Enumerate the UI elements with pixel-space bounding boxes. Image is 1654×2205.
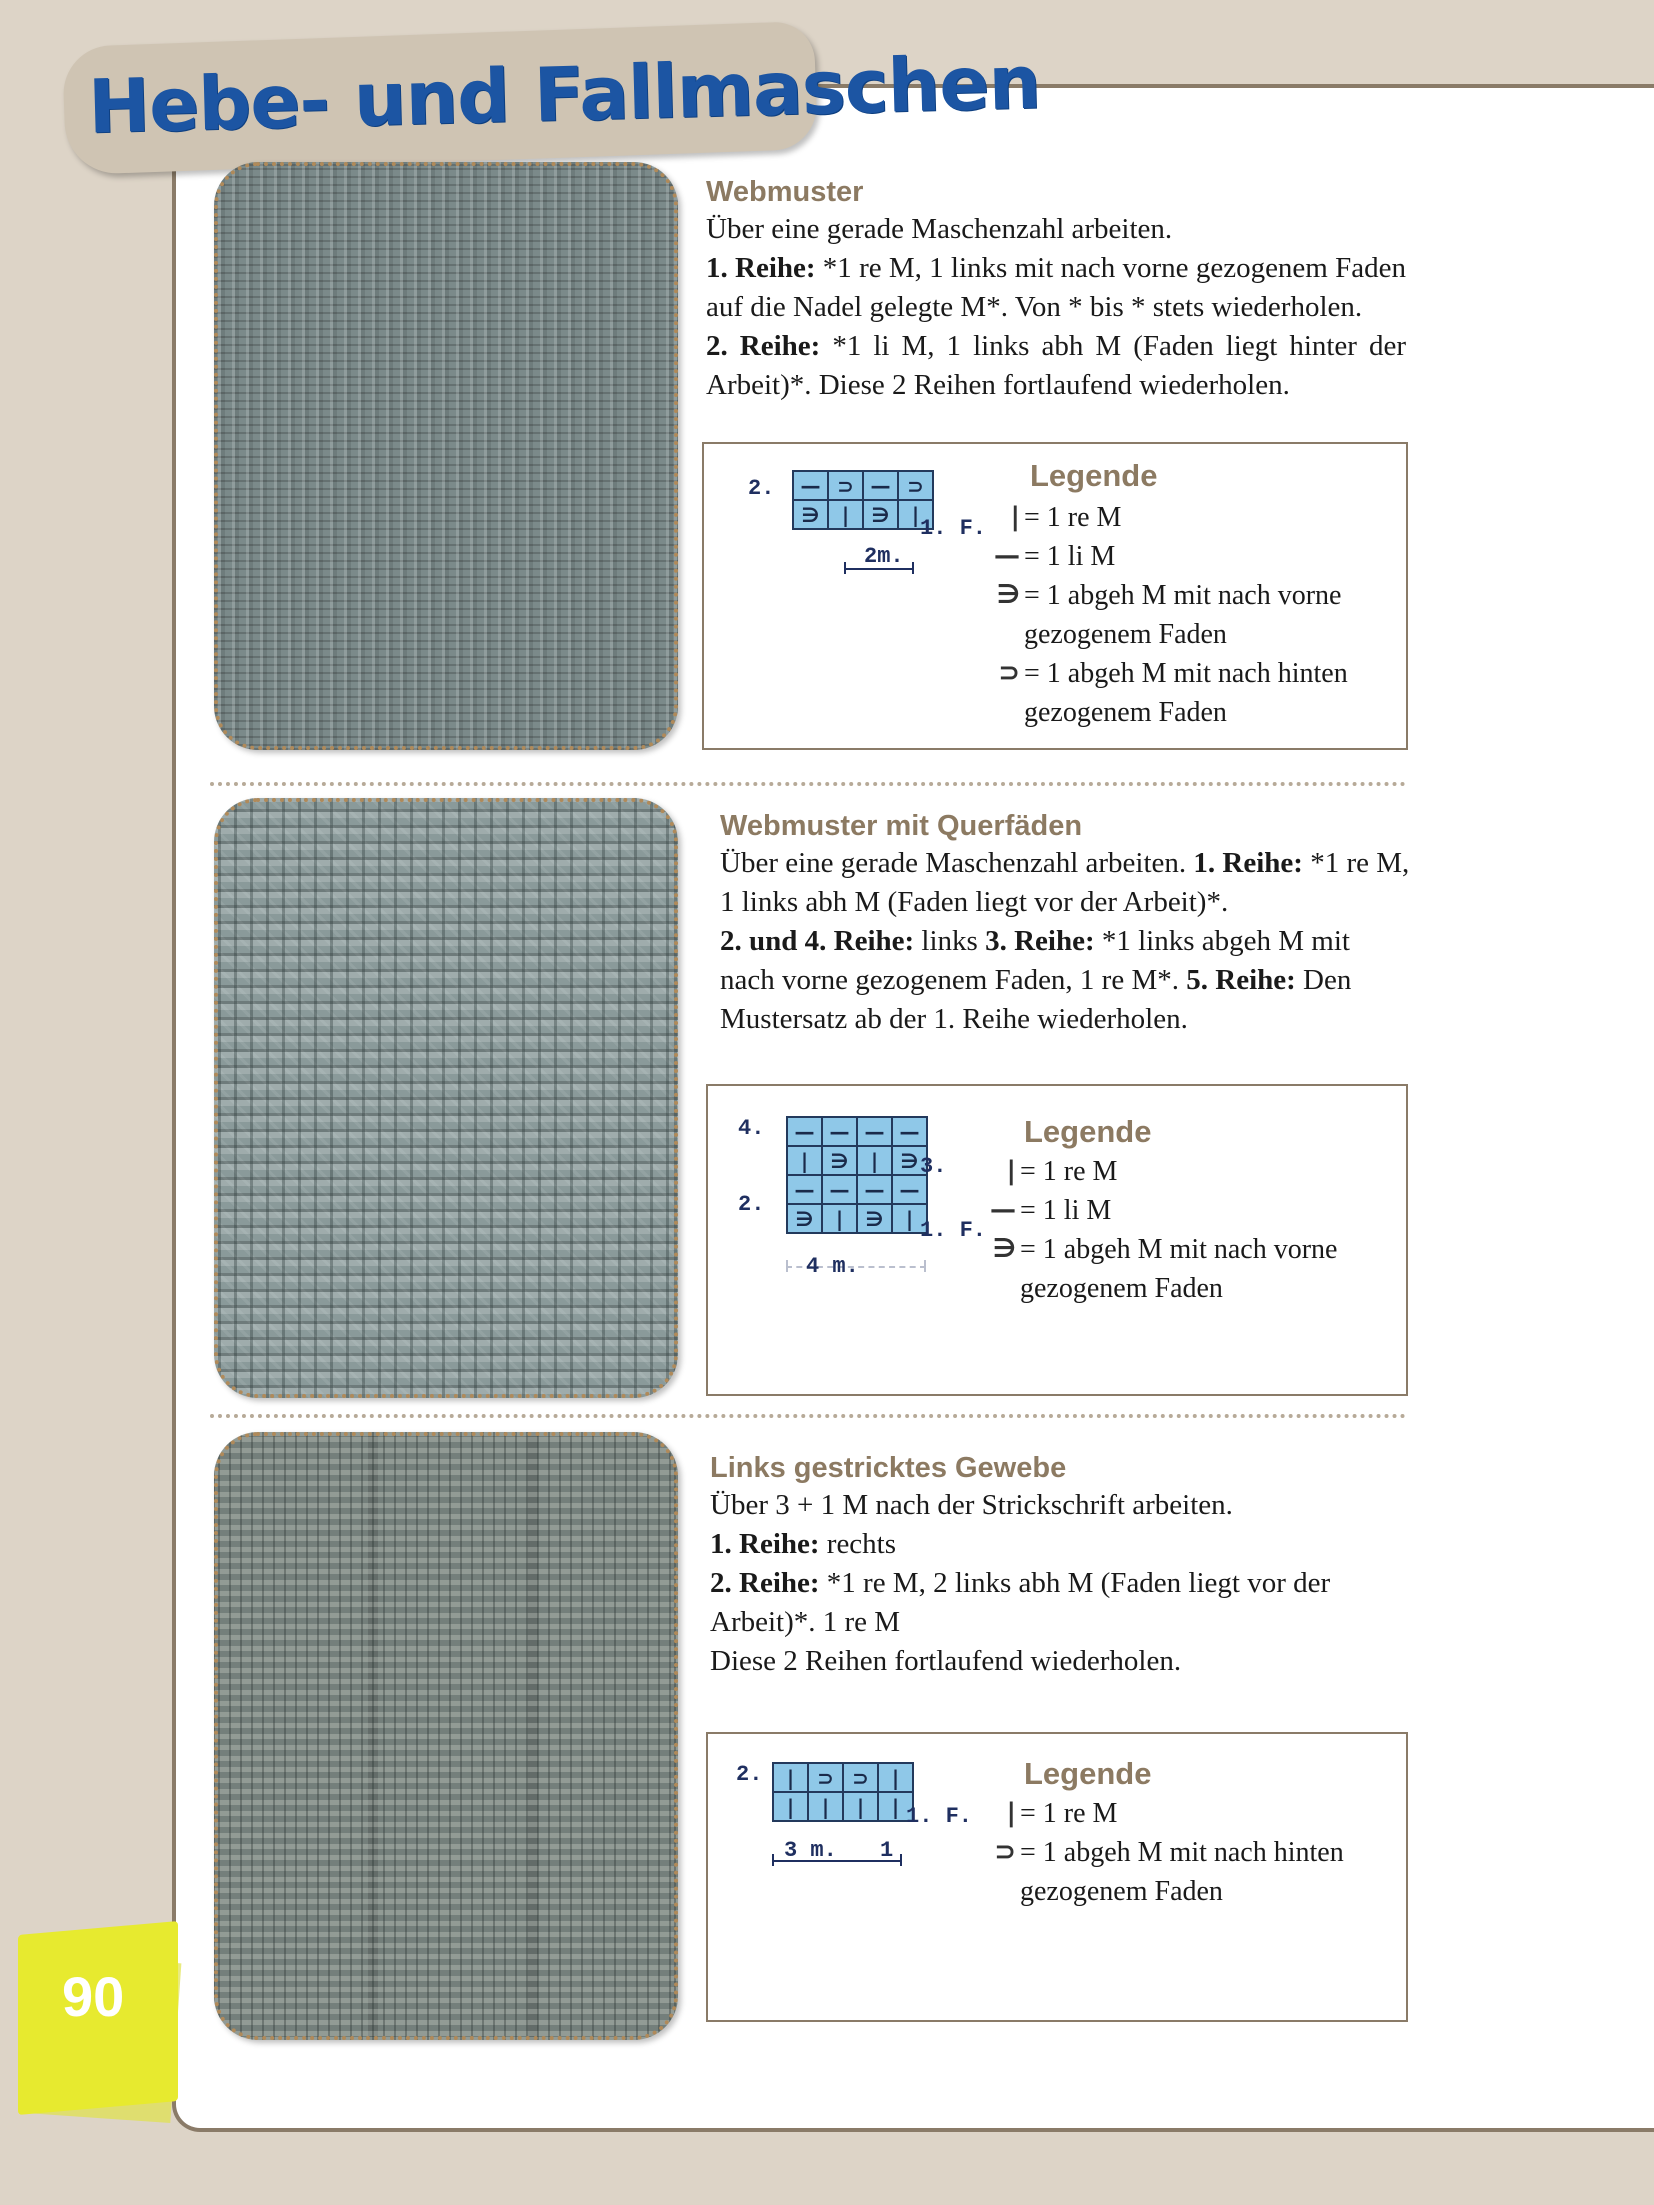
chart-cell: —: [787, 1117, 822, 1146]
knit-symbol-icon: |: [1010, 502, 1020, 532]
row-label: 2.: [748, 476, 775, 501]
instruction-line: Über 3 + 1 M nach der Strickschrift arbeiten.: [710, 1489, 1233, 1521]
chart-cell: |: [828, 500, 863, 529]
chart-cell: —: [892, 1117, 927, 1146]
knit-symbol-icon: |: [1006, 1798, 1016, 1828]
row-label: 1. F.: [906, 1804, 973, 1829]
row-label: 3.: [920, 1154, 947, 1179]
instruction-line: Diese 2 Reihen fortlaufend wiederholen.: [710, 1645, 1182, 1677]
legend-item: | = 1 re M: [986, 498, 1396, 537]
slip-back-symbol-icon: ⊃: [994, 1837, 1016, 1867]
chart-cell: —: [857, 1175, 892, 1204]
chart-cell: —: [822, 1175, 857, 1204]
slip-back-symbol-icon: ⊃: [998, 658, 1020, 688]
stitch-chart-2: [786, 1116, 928, 1234]
chart-cell: |: [773, 1792, 808, 1821]
page-title: Hebe- und Fallmaschen: [87, 39, 1042, 151]
legend-item: ⊃ = 1 abgeh M mit nach hinten gezogenem Faden: [986, 654, 1396, 732]
swatch-webmuster-image: [214, 162, 678, 750]
chart-cell: |: [878, 1763, 913, 1792]
legend-box-1: [702, 442, 1408, 750]
section-divider: [210, 782, 1406, 786]
section-gewebe: [710, 1450, 1430, 1681]
chart-cell: ∋: [787, 1204, 822, 1233]
legend-item: ∋ = 1 abgeh M mit nach vorne gezogenem Faden: [982, 1230, 1396, 1308]
row-label: 1. F.: [920, 516, 987, 541]
section-webmuster: [706, 174, 1406, 405]
row-label: 2.: [736, 1762, 763, 1787]
legend-list: [982, 1152, 1396, 1308]
chart-cell: ⊃: [808, 1763, 843, 1792]
width-label: 3 m.: [784, 1838, 837, 1863]
legend-item: — = 1 li M: [982, 1191, 1396, 1230]
chart-cell: —: [892, 1175, 927, 1204]
legend-item: ∋ = 1 abgeh M mit nach vorne gezogenem Faden: [986, 576, 1396, 654]
chart-cell: |: [857, 1146, 892, 1175]
chart-cell: ∋: [793, 500, 828, 529]
legend-box-3: [706, 1732, 1408, 2022]
chart-cell: ∋: [822, 1146, 857, 1175]
instruction-line: 1. Reihe: rechts: [710, 1528, 897, 1560]
purl-symbol-icon: —: [994, 541, 1020, 571]
chart-cell: ⊃: [898, 471, 933, 500]
swatch-gewebe-image: [214, 1432, 678, 2040]
instruction-line: 1. Reihe: *1 re M, 1 links mit nach vorne gezogenem Faden auf die Nadel gelegte M*. Von * bis * stets wiederholen.: [706, 252, 1406, 323]
instruction-line: 2. Reihe: *1 re M, 2 links abh M (Faden liegt vor der Arbeit)*. 1 re M: [710, 1567, 1331, 1638]
section-querfaeden: [720, 808, 1410, 1039]
legend-box-2: [706, 1084, 1408, 1396]
chart-cell: —: [863, 471, 898, 500]
chart-cell: |: [808, 1792, 843, 1821]
chart-cell: ⊃: [843, 1763, 878, 1792]
chart-cell: |: [898, 500, 933, 529]
width-label: 1: [880, 1838, 894, 1863]
legend-item: | = 1 re M: [982, 1152, 1396, 1191]
knit-symbol-icon: |: [1006, 1156, 1016, 1186]
slip-front-symbol-icon: ∋: [992, 1234, 1016, 1264]
section-heading: Links gestricktes Gewebe: [710, 1452, 1067, 1484]
chart-cell: |: [787, 1146, 822, 1175]
stitch-chart-1: [792, 470, 934, 530]
width-scale: [844, 568, 914, 570]
section-heading: Webmuster: [706, 176, 864, 208]
chart-cell: |: [892, 1204, 927, 1233]
chart-cell: —: [822, 1117, 857, 1146]
legend-list: [986, 498, 1396, 732]
section-divider: [210, 1414, 1406, 1418]
instruction-line: Über eine gerade Maschenzahl arbeiten. 1. Reihe: *1 re M, 1 links abh M (Faden liegt vor der Arbeit)*.: [720, 847, 1410, 918]
legend-item: ⊃ = 1 abgeh M mit nach hinten gezogenem Faden: [982, 1833, 1396, 1911]
legend-item: — = 1 li M: [986, 537, 1396, 576]
instruction-line: Über eine gerade Maschenzahl arbeiten.: [706, 213, 1173, 245]
stitch-chart-3: [772, 1762, 914, 1822]
legend-list: [982, 1794, 1396, 1911]
swatch-querfaeden-image: [214, 798, 678, 1398]
purl-symbol-icon: —: [990, 1195, 1016, 1225]
chart-cell: —: [787, 1175, 822, 1204]
chart-cell: —: [857, 1117, 892, 1146]
legend-title: Legende: [1024, 1756, 1152, 1791]
chart-cell: ∋: [857, 1204, 892, 1233]
legend-title: Legende: [1030, 458, 1158, 493]
chart-cell: ∋: [863, 500, 898, 529]
chart-cell: |: [822, 1204, 857, 1233]
row-label: 2.: [738, 1192, 765, 1217]
page-number: 90: [62, 1965, 125, 2028]
width-label: 4 m.: [806, 1254, 859, 1279]
chart-cell: ⊃: [828, 471, 863, 500]
row-label: 4.: [738, 1116, 765, 1141]
legend-item: | = 1 re M: [982, 1794, 1396, 1833]
width-scale: [772, 1860, 902, 1862]
row-label: 1. F.: [920, 1218, 987, 1243]
chart-cell: ∋: [892, 1146, 927, 1175]
instruction-line: 2. Reihe: *1 li M, 1 links abh M (Faden liegt hinter der Arbeit)*. Diese 2 Reihen fortlaufend wiederholen.: [706, 330, 1407, 401]
chart-cell: |: [773, 1763, 808, 1792]
instruction-line: 2. und 4. Reihe: links 3. Reihe: *1 links abgeh M mit nach vorne gezogenem Faden, 1 re M*. 5. Reihe: Den Mustersatz ab der 1. Reihe wiederholen.: [720, 925, 1352, 1035]
slip-front-symbol-icon: ∋: [996, 580, 1020, 610]
chart-cell: |: [843, 1792, 878, 1821]
legend-title: Legende: [1024, 1114, 1152, 1149]
chart-cell: —: [793, 471, 828, 500]
chart-cell: |: [878, 1792, 913, 1821]
width-scale: [786, 1266, 926, 1268]
width-label: 2m.: [864, 544, 904, 569]
section-heading: Webmuster mit Querfäden: [720, 810, 1083, 842]
